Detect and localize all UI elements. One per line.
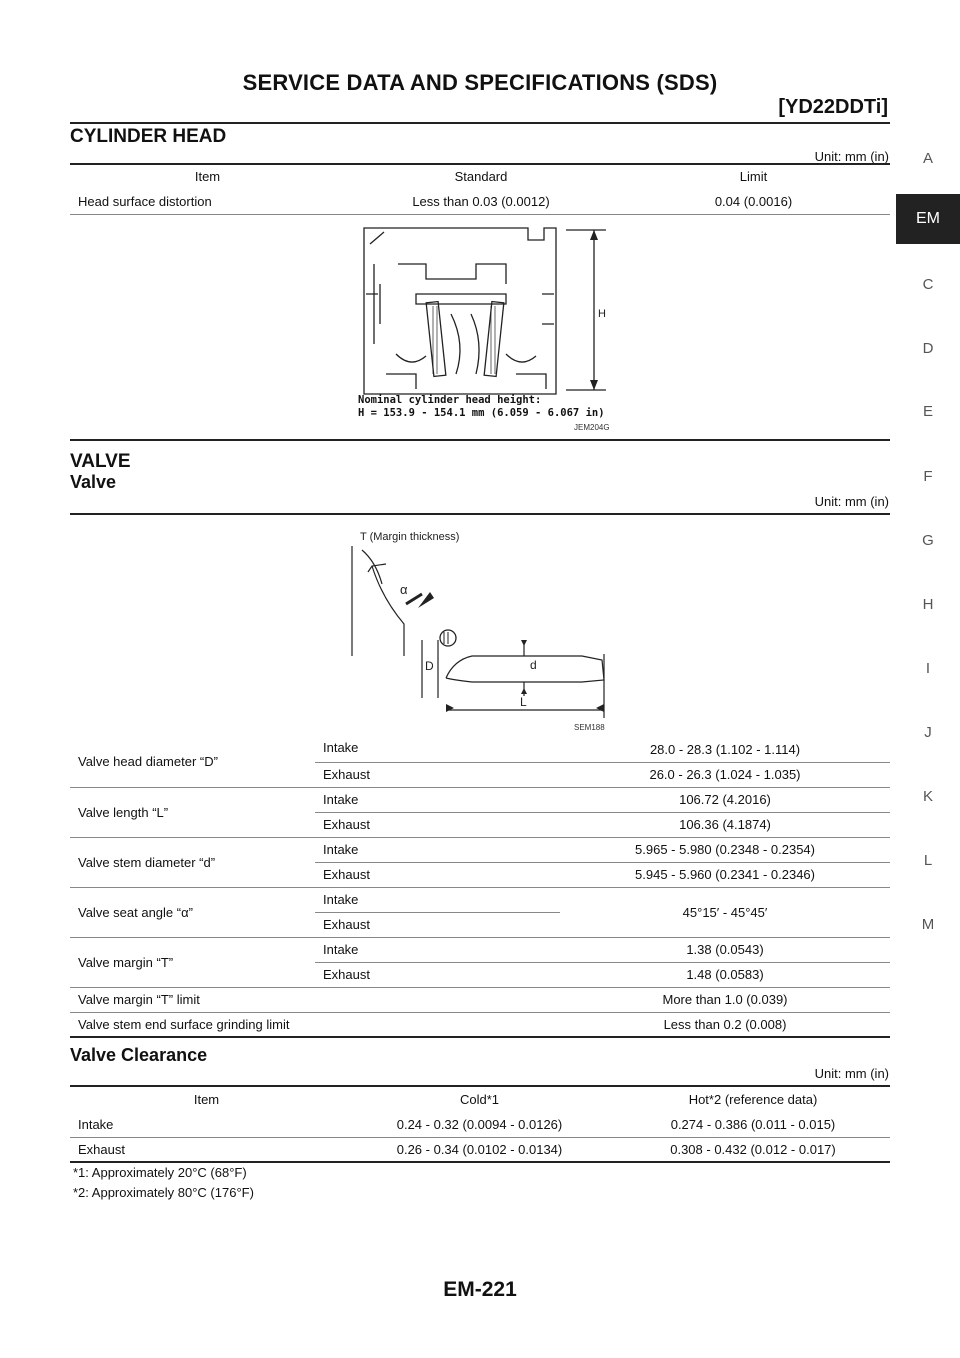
- table-cell: 1.38 (0.0543): [560, 937, 890, 962]
- table-cell: 0.274 - 0.386 (0.011 - 0.015): [616, 1112, 890, 1137]
- cylinder-head-heading: CYLINDER HEAD: [70, 126, 227, 147]
- cylinder-head-figure: [356, 224, 616, 434]
- table-cell: Exhaust: [315, 862, 560, 887]
- tab-d[interactable]: D: [922, 340, 934, 357]
- row-label-head-diameter: Valve head diameter “D”: [70, 737, 315, 787]
- head-diameter-label: D: [425, 659, 434, 673]
- tab-k[interactable]: K: [922, 788, 933, 805]
- table-cell: 106.36 (4.1874): [560, 812, 890, 837]
- footnote-hot: *2: Approximately 80°C (176°F): [73, 1185, 254, 1200]
- table-cell: Exhaust: [315, 762, 560, 787]
- cylinder-head-table: [70, 164, 890, 215]
- row-label-margin-limit: Valve margin “T” limit: [70, 987, 560, 1012]
- table-cell: 26.0 - 26.3 (1.024 - 1.035): [560, 762, 890, 787]
- table-cell: Exhaust: [315, 812, 560, 837]
- tab-j[interactable]: J: [924, 724, 932, 741]
- row-label-length: Valve length “L”: [70, 787, 315, 837]
- height-label-h: H: [598, 308, 606, 320]
- table-cell: Exhaust: [315, 912, 560, 937]
- figure-code: SEM188: [574, 723, 605, 732]
- table-top-rule: [70, 513, 890, 515]
- tab-g[interactable]: G: [922, 532, 934, 549]
- table-cell: Intake: [70, 1112, 343, 1137]
- table-cell: Intake: [315, 887, 560, 912]
- table-cell: 5.965 - 5.980 (0.2348 - 0.2354): [560, 837, 890, 862]
- table-cell: More than 1.0 (0.039): [560, 987, 890, 1012]
- tab-em[interactable]: EM: [896, 194, 960, 244]
- valve-clearance-table: [70, 1086, 890, 1163]
- table-cell: Intake: [315, 837, 560, 862]
- table-cell: Intake: [315, 937, 560, 962]
- valve-subheading: Valve: [70, 472, 117, 492]
- nominal-height-value: H = 153.9 - 154.1 mm (6.059 - 6.067 in): [358, 407, 605, 419]
- valve-clearance-unit: Unit: mm (in): [814, 1066, 889, 1081]
- nominal-height-caption: Nominal cylinder head height:: [358, 394, 542, 406]
- col-header-hot: Hot*2 (reference data): [688, 1091, 818, 1107]
- table-cell: 5.945 - 5.960 (0.2341 - 0.2346): [560, 862, 890, 887]
- tab-h[interactable]: H: [922, 596, 934, 613]
- row-label-seat-angle: Valve seat angle “α”: [70, 887, 315, 937]
- table-cell: Intake: [315, 737, 560, 762]
- table-cell: Head surface distortion: [70, 189, 345, 214]
- table-cell: 0.24 - 0.32 (0.0094 - 0.0126): [343, 1112, 616, 1137]
- row-label-margin: Valve margin “T”: [70, 937, 315, 987]
- table-cell: Intake: [315, 787, 560, 812]
- tab-m[interactable]: M: [921, 916, 935, 933]
- stem-diameter-label: d: [530, 658, 537, 672]
- length-label: L: [520, 695, 527, 709]
- valve-drawing: [342, 528, 612, 734]
- table-cell: 28.0 - 28.3 (1.102 - 1.114): [560, 737, 890, 762]
- table-cell: 106.72 (4.2016): [560, 787, 890, 812]
- header-divider: [70, 122, 890, 124]
- section-divider: [70, 439, 890, 441]
- page-number: EM-221: [443, 1278, 517, 1301]
- table-cell: Less than 0.2 (0.008): [560, 1012, 890, 1037]
- table-cell: Less than 0.03 (0.0012): [345, 189, 617, 214]
- tab-i[interactable]: I: [925, 660, 931, 677]
- col-header-item: Item: [193, 1091, 220, 1107]
- valve-heading: VALVE: [70, 451, 131, 472]
- seat-angle-value: 45°15′ - 45°45′: [560, 887, 890, 937]
- col-header-item: Item: [194, 169, 221, 184]
- margin-thickness-label: T (Margin thickness): [360, 531, 460, 543]
- figure-code: JEM204G: [574, 423, 610, 432]
- valve-spec-table: [70, 737, 890, 988]
- col-header-standard: Standard: [454, 169, 508, 184]
- col-header-limit: Limit: [739, 169, 768, 184]
- valve-limits-table: [70, 987, 890, 1038]
- table-cell: 0.26 - 0.34 (0.0102 - 0.0134): [343, 1137, 616, 1162]
- table-cell: 1.48 (0.0583): [560, 962, 890, 987]
- tab-f[interactable]: F: [923, 468, 933, 485]
- tab-c[interactable]: C: [922, 276, 934, 293]
- footnote-cold: *1: Approximately 20°C (68°F): [73, 1165, 247, 1180]
- row-label-stem-diameter: Valve stem diameter “d”: [70, 837, 315, 887]
- engine-code: [YD22DDTi]: [778, 96, 888, 118]
- row-label-grinding-limit: Valve stem end surface grinding limit: [70, 1012, 560, 1037]
- table-cell: Exhaust: [315, 962, 560, 987]
- col-header-cold: Cold*1: [459, 1091, 500, 1107]
- valve-clearance-heading: Valve Clearance: [70, 1045, 208, 1065]
- tab-l[interactable]: L: [923, 852, 933, 869]
- table-cell: 0.04 (0.0016): [617, 189, 890, 214]
- valve-unit: Unit: mm (in): [814, 494, 889, 509]
- cylinder-head-unit: Unit: mm (in): [814, 149, 889, 164]
- page-header-title: SERVICE DATA AND SPECIFICATIONS (SDS): [242, 70, 718, 95]
- table-cell: 0.308 - 0.432 (0.012 - 0.017): [616, 1137, 890, 1162]
- seat-angle-label: α: [400, 582, 408, 597]
- tab-a[interactable]: A: [922, 150, 933, 167]
- table-cell: Exhaust: [70, 1137, 343, 1162]
- tab-e[interactable]: E: [922, 403, 933, 420]
- valve-figure: [342, 528, 612, 734]
